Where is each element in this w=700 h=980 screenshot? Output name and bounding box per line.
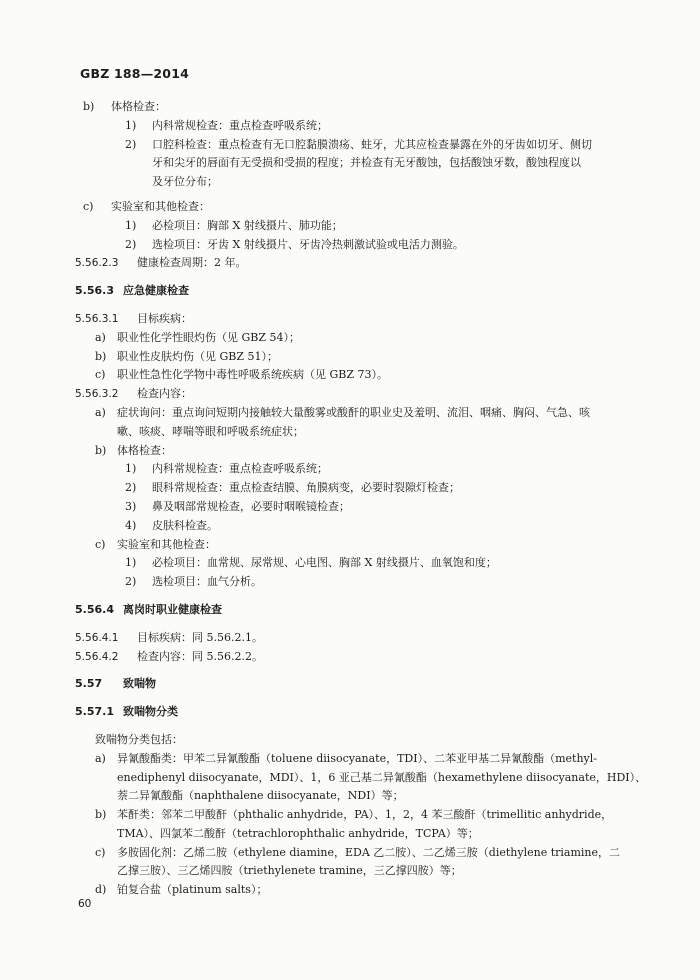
clause-text: 检查内容：	[137, 387, 192, 401]
sublist-item	[75, 498, 635, 517]
list-item-a	[75, 404, 635, 423]
heading-5-57	[75, 675, 635, 694]
sublist-marker: 2)	[125, 237, 137, 251]
list-item-c	[75, 198, 635, 217]
list-text: 症状询问：重点询问短期内接触较大量酸雾或酸酐的职业史及羞明、流泪、咽痛、胸闷、气急、咳	[117, 405, 590, 419]
heading-number: 5.57	[75, 677, 103, 691]
heading-title: 致喘物分类	[123, 705, 178, 719]
clause-number: 5.56.4.2	[75, 650, 119, 663]
sublist-item	[75, 573, 635, 592]
list-marker: b)	[95, 808, 107, 822]
list-marker: c)	[95, 368, 106, 382]
list-item-title: 体格检查：	[111, 100, 166, 113]
sublist-continuation: 牙和尖牙的唇面有无受损和受损的程度；并检查有无牙酸蚀，包括酸蚀牙数，酸蚀程度以	[152, 156, 581, 170]
list-text: 苯酐类：邻苯二甲酸酐（phthalic anhydride，PA）、1，2，4 苯三酸酐（trimellitic anhydride，	[117, 808, 613, 822]
sublist-marker: 4)	[125, 518, 137, 532]
list-marker: d)	[95, 883, 107, 897]
sublist-marker: 1)	[125, 118, 137, 132]
list-continuation: enediphenyl diisocyanate，MDI）、1，6 亚己基二异氰酸酯（hexamethylene diisocyanate，HDI）、	[117, 770, 647, 784]
sublist-marker: 2)	[125, 137, 137, 151]
standard-id-header: GBZ 188—2014	[80, 66, 189, 81]
list-marker: a)	[95, 751, 106, 765]
sublist-marker: 1)	[125, 556, 137, 570]
clause-text: 目标疾病：	[137, 311, 192, 325]
sublist-marker: 2)	[125, 575, 137, 589]
clause-5-56-3-1	[75, 310, 635, 329]
sublist-text: 必检项目：胸部 X 射线摄片、肺功能；	[152, 218, 343, 232]
list-item	[75, 329, 635, 348]
list-text: 职业性皮肤灼伤（见 GBZ 51）；	[117, 349, 279, 363]
list-item-b	[75, 98, 635, 117]
list-marker: c)	[95, 845, 106, 859]
sublist-text: 眼科常规检查：重点检查结膜、角膜病变，必要时裂隙灯检查；	[152, 481, 460, 495]
list-item-title: 实验室和其他检查：	[117, 537, 216, 551]
sublist-item	[75, 236, 635, 255]
sublist-text: 选检项目：血气分析。	[152, 575, 262, 589]
list-item-a	[75, 750, 635, 769]
sublist-text: 内科常规检查：重点检查呼吸系统；	[152, 462, 328, 476]
sublist-item	[75, 517, 635, 536]
heading-title: 离岗时职业健康检查	[123, 602, 222, 616]
sublist-item	[75, 136, 635, 155]
sublist-text: 必检项目：血常规、尿常规、心电图、胸部 X 射线摄片、血氧饱和度；	[152, 556, 497, 570]
clause-text: 检查内容：同 5.56.2.2。	[137, 649, 263, 663]
sublist-text: 鼻及咽部常规检查，必要时咽喉镜检查；	[152, 499, 350, 513]
clause-5-56-4-1	[75, 629, 635, 648]
list-continuation: 萘二异氰酸酯（naphthalene diisocyanate，NDI）等；	[117, 789, 404, 803]
sublist-continuation: 及牙位分布；	[152, 175, 218, 189]
list-item-c	[75, 536, 635, 555]
clause-text: 健康检查周期：2 年。	[137, 256, 247, 270]
sublist-marker: 1)	[125, 218, 137, 232]
sublist-text: 内科常规检查：重点检查呼吸系统；	[152, 118, 328, 132]
sublist-item	[75, 217, 635, 236]
list-marker: b)	[95, 443, 107, 457]
heading-5-57-1	[75, 703, 635, 722]
sublist-item	[75, 479, 635, 498]
clause-5-56-2-3	[75, 254, 635, 273]
list-marker: a)	[95, 330, 106, 344]
clause-number: 5.56.4.1	[75, 631, 119, 644]
sublist-item	[75, 117, 635, 136]
clause-number: 5.56.3.2	[75, 388, 119, 401]
list-marker: b)	[83, 100, 95, 113]
sublist-marker: 3)	[125, 499, 137, 513]
page-number: 60	[78, 898, 92, 910]
list-continuation: 乙撑三胺）、三乙烯四胺（triethylenete tramine，三乙撑四胺）等；	[117, 864, 462, 878]
heading-number: 5.56.3	[75, 284, 114, 298]
heading-title: 致喘物	[123, 677, 156, 691]
clause-5-56-4-2	[75, 648, 635, 667]
list-text: 职业性化学性眼灼伤（见 GBZ 54）；	[117, 330, 301, 344]
list-marker: c)	[95, 537, 106, 551]
list-item	[75, 366, 635, 385]
sublist-text: 选检项目：牙齿 X 射线摄片、牙齿冷热刺激试验或电活力测验。	[152, 237, 464, 251]
list-item-b	[75, 806, 635, 825]
list-item-title: 体格检查：	[117, 443, 172, 457]
sublist-text: 口腔科检查：重点检查有无口腔黏膜溃疡、蛀牙，尤其应检查暴露在外的牙齿如切牙、侧切	[152, 137, 592, 151]
heading-5-56-3	[75, 282, 635, 301]
list-marker: a)	[95, 405, 106, 419]
list-item-c	[75, 844, 635, 863]
heading-number: 5.57.1	[75, 705, 114, 719]
document-body	[75, 98, 647, 900]
heading-title: 应急健康检查	[123, 284, 189, 298]
sublist-marker: 2)	[125, 481, 137, 495]
paragraph-intro: 致喘物分类包括：	[95, 732, 183, 746]
heading-5-56-4	[75, 601, 635, 620]
list-text: 铂复合盐（platinum salts）；	[117, 883, 268, 897]
clause-number: 5.56.3.1	[75, 312, 119, 325]
list-item-b	[75, 442, 635, 461]
heading-number: 5.56.4	[75, 602, 114, 616]
list-marker: b)	[95, 349, 107, 363]
list-continuation: 嗽、咳痰、哮喘等眼和呼吸系统症状；	[117, 424, 304, 438]
list-text: 多胺固化剂：乙烯二胺（ethylene diamine，EDA 乙二胺）、二乙烯三胺（diethylene triamine，二	[117, 845, 621, 859]
clause-5-56-3-2	[75, 385, 635, 404]
list-item-d	[75, 881, 635, 900]
sublist-text: 皮肤科检查。	[152, 518, 218, 532]
list-item	[75, 348, 635, 367]
sublist-item	[75, 554, 635, 573]
clause-number: 5.56.2.3	[75, 257, 119, 270]
list-continuation: TMA）、四氯苯二酸酐（tetrachlorophthalic anhydride，TCPA）等；	[117, 826, 479, 840]
list-item-title: 实验室和其他检查：	[111, 199, 210, 213]
clause-text: 目标疾病：同 5.56.2.1。	[137, 630, 263, 644]
list-text: 职业性急性化学物中毒性呼吸系统疾病（见 GBZ 73）。	[117, 368, 389, 382]
sublist-item	[75, 460, 635, 479]
sublist-marker: 1)	[125, 462, 137, 476]
list-marker: c)	[83, 199, 94, 213]
list-text: 异氰酸酯类：甲苯二异氰酸酯（toluene diisocyanate，TDI）、二苯亚甲基二异氰酸酯（methyl-	[117, 751, 597, 765]
